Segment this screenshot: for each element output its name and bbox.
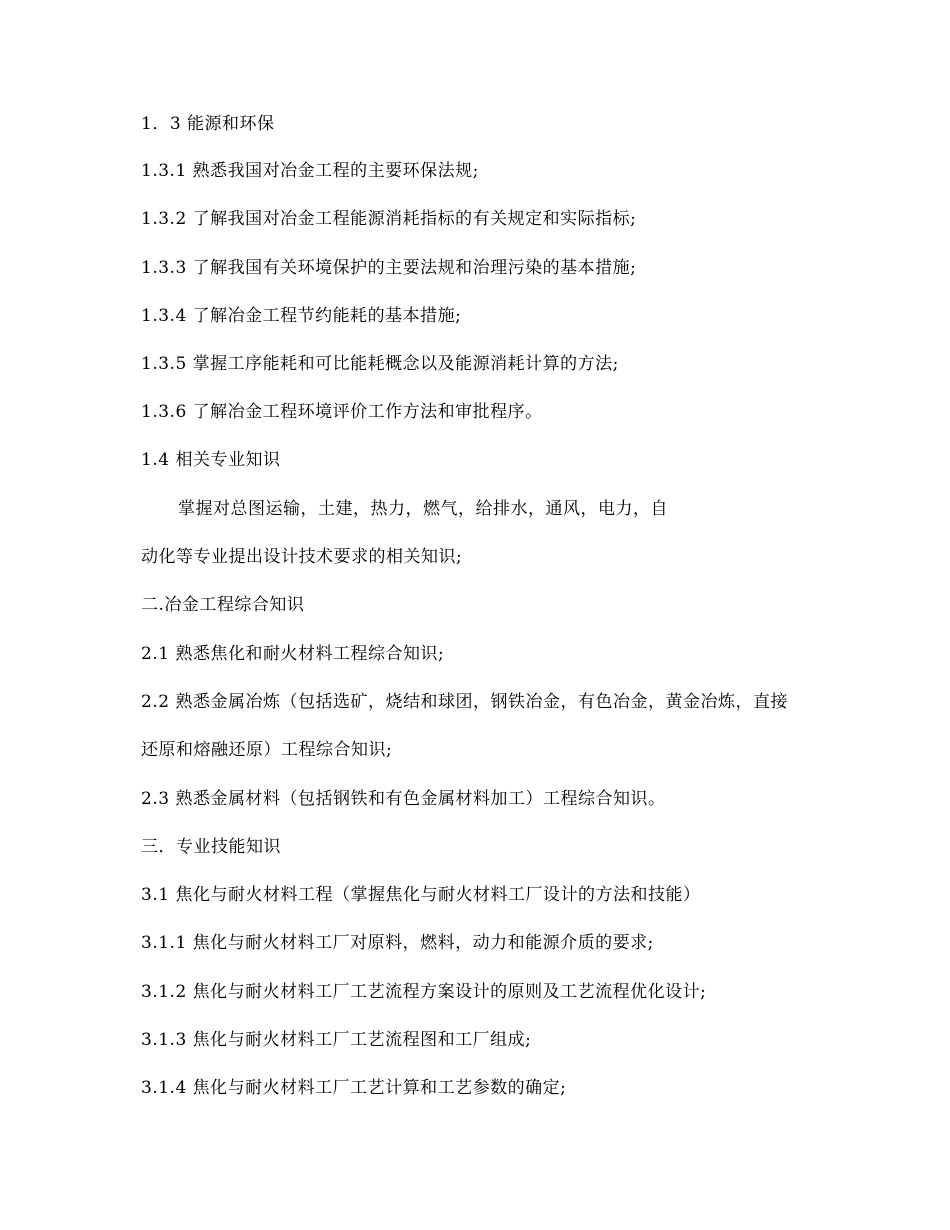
heading-1-4-related-knowledge: 1.4 相关专业知识 (141, 450, 281, 470)
item-1-3-3: 1.3.3 了解我国有关环境保护的主要法规和治理污染的基本措施; (141, 258, 637, 278)
item-2-2-line-2: 还原和熔融还原）工程综合知识; (141, 740, 393, 760)
item-3-1-4: 3.1.4 焦化与耐火材料工厂工艺计算和工艺参数的确定; (141, 1078, 567, 1098)
paragraph-1-4-line-2: 动化等专业提出设计技术要求的相关知识; (141, 547, 463, 567)
item-1-3-2: 1.3.2 了解我国对冶金工程能源消耗指标的有关规定和实际指标; (141, 209, 637, 229)
item-1-3-6: 1.3.6 了解冶金工程环境评价工作方法和审批程序。 (141, 402, 543, 422)
heading-2-metallurgy-knowledge: 二.冶金工程综合知识 (141, 595, 305, 615)
item-3-1-1: 3.1.1 焦化与耐火材料工厂对原料，燃料，动力和能源介质的要求; (141, 933, 654, 953)
item-1-3-5: 1.3.5 掌握工序能耗和可比能耗概念以及能源消耗计算的方法; (141, 354, 619, 374)
item-3-1: 3.1 焦化与耐火材料工程（掌握焦化与耐火材料工厂设计的方法和技能） (141, 885, 701, 905)
heading-1-3-energy-environment: 1．3 能源和环保 (141, 114, 275, 134)
item-2-3: 2.3 熟悉金属材料（包括钢铁和有色金属材料加工）工程综合知识。 (141, 789, 666, 809)
item-1-3-4: 1.3.4 了解冶金工程节约能耗的基本措施; (141, 306, 462, 326)
item-2-1: 2.1 熟悉焦化和耐火材料工程综合知识; (141, 644, 445, 664)
item-3-1-3: 3.1.3 焦化与耐火材料工厂工艺流程图和工厂组成; (141, 1030, 532, 1050)
item-1-3-1: 1.3.1 熟悉我国对冶金工程的主要环保法规; (141, 161, 479, 181)
heading-3-professional-skills: 三．专业技能知识 (141, 837, 281, 857)
item-3-1-2: 3.1.2 焦化与耐火材料工厂工艺流程方案设计的原则及工艺流程优化设计; (141, 982, 707, 1002)
paragraph-1-4-line-1: 掌握对总图运输，土建，热力，燃气，给排水，通风，电力，自 (178, 499, 668, 519)
item-2-2-line-1: 2.2 熟悉金属冶炼（包括选矿，烧结和球团，钢铁冶金，有色冶金，黄金冶炼，直接 (141, 692, 788, 712)
